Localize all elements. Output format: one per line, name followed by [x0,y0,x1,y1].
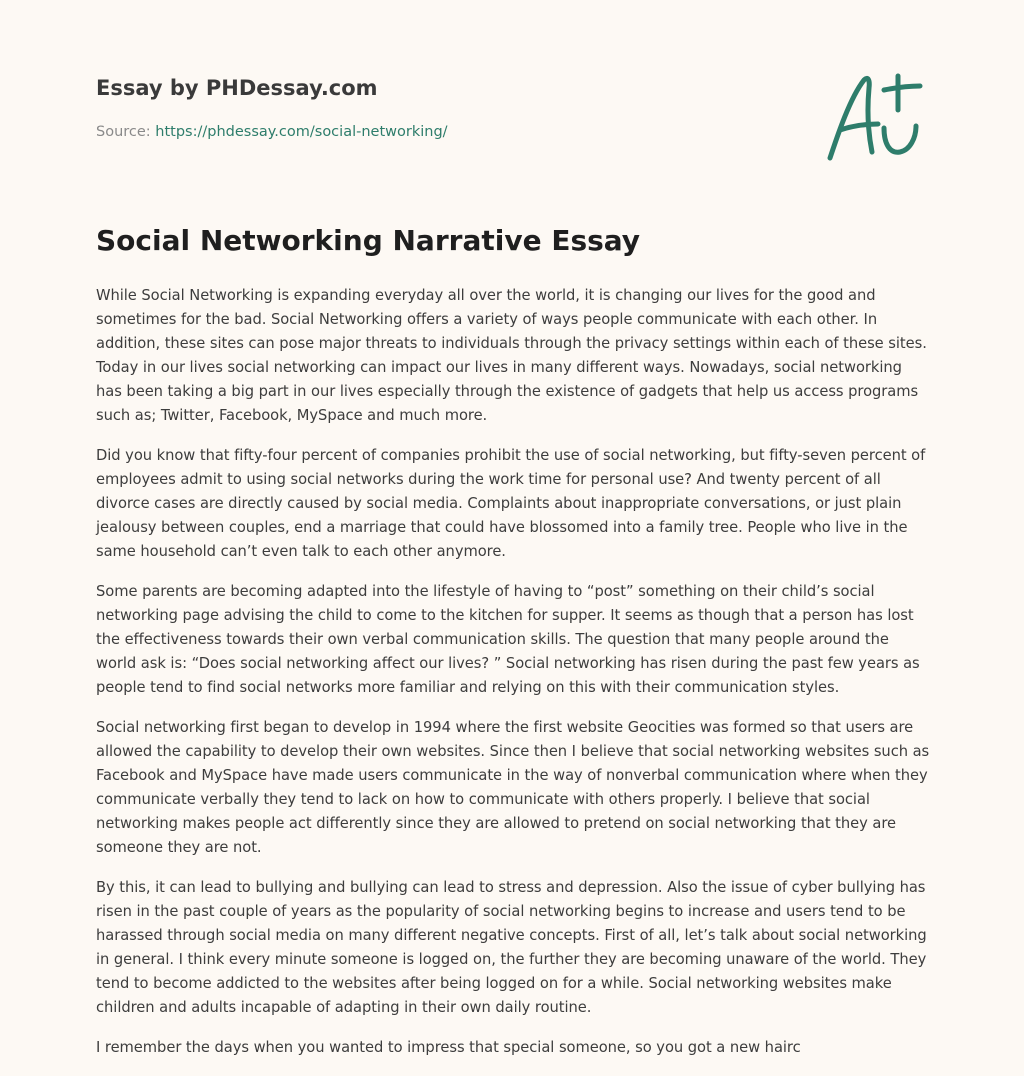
site-brand: Essay by PHDessay.com [96,76,378,100]
source-line [96,124,448,140]
essay-paragraph: Did you know that fifty-four percent of companies prohibit the use of social networking, but fifty-seven percent of employees admit to using social networks during the work time for personal use? And twenty percent of all divorce cases are directly caused by social media. Complaints about inappropriate conversations, or just plain jealousy between couples, end a marriage that could have blossomed into a family tree. People who live in the same household can’t even talk to each other anymore. [96,447,926,560]
essay-paragraph: Social networking first began to develop in 1994 where the first website Geocities was formed so that users are allowed the capability to develop their own websites. Since then I believe that social networking websites such as Facebook and MySpace have made users communicate in the way of nonverbal communication where when they communicate verbally they tend to lack on how to communicate with others properly. I believe that social networking makes people act differently since they are allowed to pretend on social networking that they are someone they are not. [96,719,930,856]
source-link[interactable]: https://phdessay.com/social-networking/ [155,124,448,140]
source-label: Source: [96,124,156,140]
essay-body [96,284,930,1076]
essay-paragraph: While Social Networking is expanding everyday all over the world, it is changing our lives for the good and sometimes for the bad. Social Networking offers a variety of ways people communicate with each other. In addition, these sites can pose major threats to individuals through the privacy settings within each of these sites. Today in our lives social networking can impact our lives in many different ways. Nowadays, social networking has been taking a big part in our lives especially through the existence of gadgets that help us access programs such as; Twitter, Facebook, MySpace and much more. [96,287,927,424]
essay-paragraph: Some parents are becoming adapted into the lifestyle of having to “post” something on their child’s social networking page advising the child to come to the kitchen for supper. It seems as though that a person has lost the effectiveness towards their own verbal communication skills. The question that many people around the world ask is: “Does social networking affect our lives? ” Social networking has risen during the past few years as people tend to find social networks more familiar and relying on this with their communication styles. [96,583,920,696]
a-plus-logo-icon [822,68,928,164]
essay-title: Social Networking Narrative Essay [96,224,641,257]
essay-paragraph: By this, it can lead to bullying and bullying can lead to stress and depression. Also the issue of cyber bullying has risen in the past couple of years as the popularity of social networking begins to increase and users tend to be harassed through social media on many different negative concepts. First of all, let’s talk about social networking in general. I think every minute someone is logged on, the further they are becoming unaware of the world. They tend to become addicted to the websites after being logged on for a while. Social networking websites make children and adults incapable of adapting in their own daily routine. [96,879,927,1016]
essay-paragraph: I remember the days when you wanted to impress that special someone, so you got a new hairc [96,1039,801,1056]
